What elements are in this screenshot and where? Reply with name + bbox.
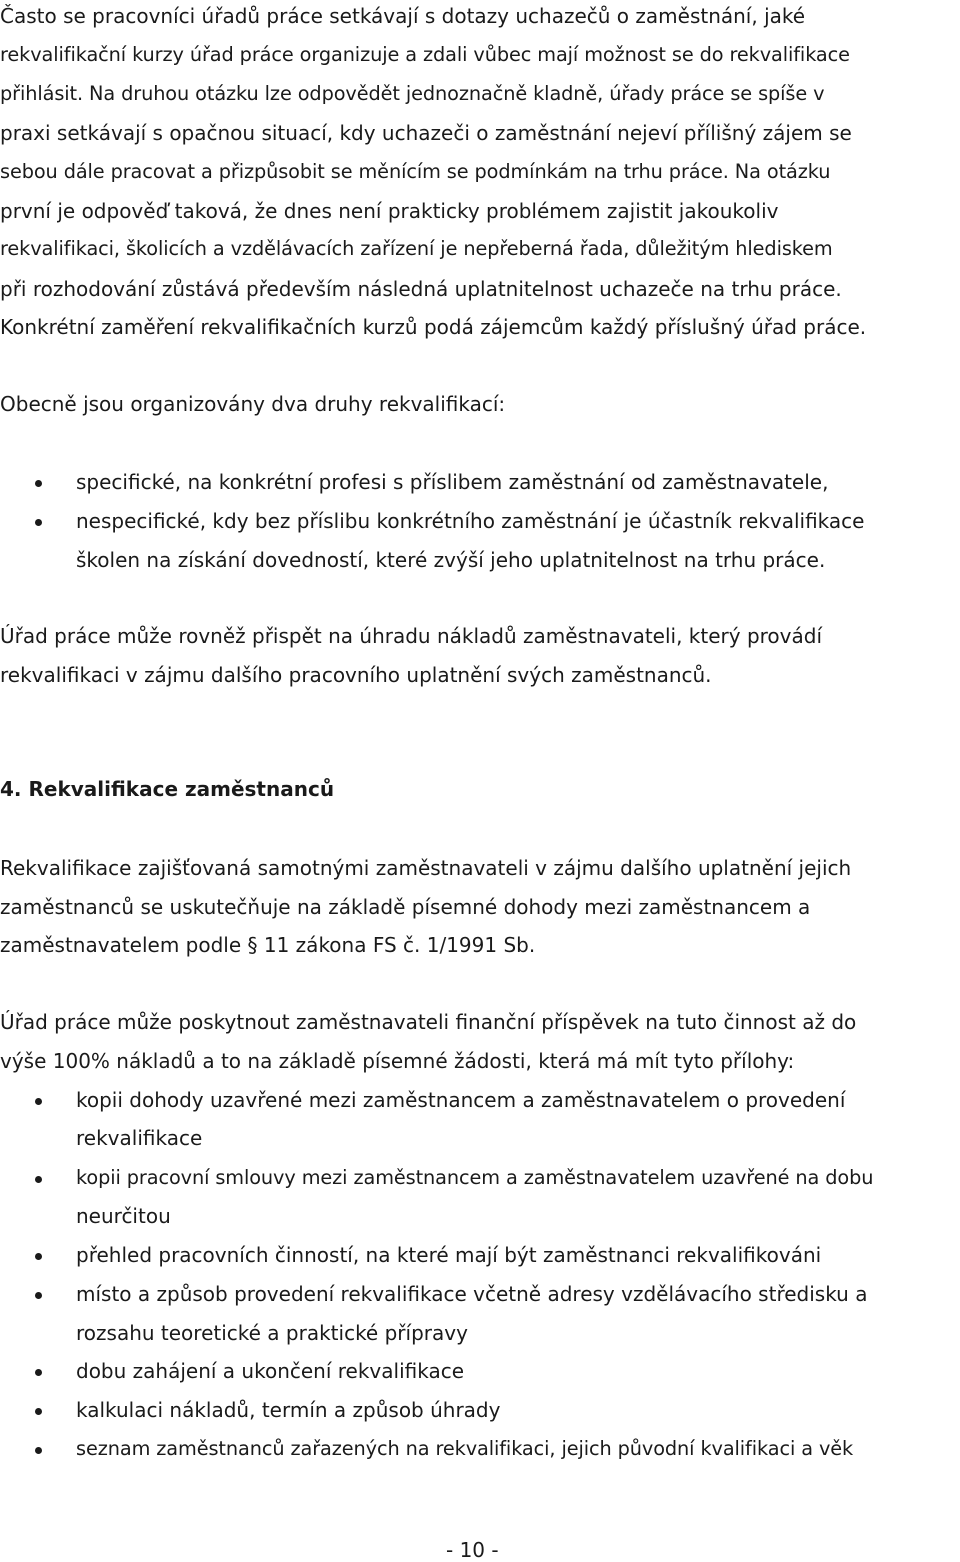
list-item: dobu zahájení a ukončení rekvalifikace bbox=[76, 1359, 465, 1383]
bullet-icon bbox=[35, 1447, 42, 1454]
paragraph-line: Rekvalifikace zajišťovaná samotnými zaměstnavateli v zájmu dalšího uplatnění jejich bbox=[0, 856, 852, 880]
paragraph-line: rekvalifikaci v zájmu dalšího pracovního uplatnění svých zaměstnanců. bbox=[0, 663, 712, 687]
paragraph-line: první je odpověď taková, že dnes není prakticky problémem zajistit jakoukoliv bbox=[0, 199, 779, 223]
paragraph-line: Často se pracovníci úřadů práce setkávají s dotazy uchazečů o zaměstnání, jaké bbox=[0, 4, 806, 28]
list-item: nespecifické, kdy bez příslibu konkrétního zaměstnání je účastník rekvalifikace bbox=[76, 509, 865, 533]
paragraph-line: praxi setkávají s opačnou situací, kdy uchazeči o zaměstnání nejeví přílišný zájem se bbox=[0, 121, 852, 145]
list-item-continuation: rekvalifikace bbox=[76, 1126, 203, 1150]
list-item: přehled pracovních činností, na které mají být zaměstnanci rekvalifikováni bbox=[76, 1243, 822, 1267]
paragraph-line: zaměstnanců se uskutečňuje na základě písemné dohody mezi zaměstnancem a bbox=[0, 895, 811, 919]
section-heading: 4. Rekvalifikace zaměstnanců bbox=[0, 777, 335, 801]
paragraph-line: rekvalifikační kurzy úřad práce organizuje a zdali vůbec mají možnost se do rekvalifikace bbox=[0, 43, 850, 66]
paragraph-line: Konkrétní zaměření rekvalifikačních kurzů podá zájemcům každý příslušný úřad práce. bbox=[0, 315, 867, 339]
bullet-icon bbox=[35, 519, 42, 526]
bullet-icon bbox=[35, 1408, 42, 1415]
list-item-continuation: rozsahu teoretické a praktické přípravy bbox=[76, 1321, 468, 1345]
paragraph-line: Úřad práce může rovněž přispět na úhradu nákladů zaměstnavateli, který provádí bbox=[0, 624, 823, 648]
list-item-continuation: školen na získání dovedností, které zvýší jeho uplatnitelnost na trhu práce. bbox=[76, 548, 826, 572]
list-item: kopii dohody uzavřené mezi zaměstnancem a zaměstnavatelem o provedení bbox=[76, 1088, 846, 1112]
list-item: seznam zaměstnanců zařazených na rekvalifikaci, jejich původní kvalifikaci a věk bbox=[76, 1437, 854, 1460]
bullet-icon bbox=[35, 1176, 42, 1183]
paragraph-line: zaměstnavatelem podle § 11 zákona FS č. 1/1991 Sb. bbox=[0, 933, 536, 957]
bullet-icon bbox=[35, 1253, 42, 1260]
list-item: kopii pracovní smlouvy mezi zaměstnancem a zaměstnavatelem uzavřené na dobu bbox=[76, 1166, 874, 1189]
list-item-continuation: neurčitou bbox=[76, 1204, 171, 1228]
list-item: kalkulaci nákladů, termín a způsob úhrady bbox=[76, 1398, 501, 1422]
list-item: specifické, na konkrétní profesi s příslibem zaměstnání od zaměstnavatele, bbox=[76, 470, 829, 494]
paragraph-line: Úřad práce může poskytnout zaměstnavateli finanční příspěvek na tuto činnost až do bbox=[0, 1010, 857, 1034]
bullet-icon bbox=[35, 1369, 42, 1376]
bullet-icon bbox=[35, 1098, 42, 1105]
list-item: místo a způsob provedení rekvalifikace včetně adresy vzdělávacího středisku a bbox=[76, 1282, 868, 1306]
bullet-icon bbox=[35, 1292, 42, 1299]
paragraph-line: Obecně jsou organizovány dva druhy rekvalifikací: bbox=[0, 392, 506, 416]
bullet-icon bbox=[35, 480, 42, 487]
paragraph-line: rekvalifikaci, školicích a vzdělávacích zařízení je nepřeberná řada, důležitým hlediskem bbox=[0, 237, 833, 260]
paragraph-line: při rozhodování zůstává především následná uplatnitelnost uchazeče na trhu práce. bbox=[0, 277, 842, 301]
paragraph-line: přihlásit. Na druhou otázku lze odpovědět jednoznačně kladně, úřady práce se spíše v bbox=[0, 82, 825, 105]
page-number: - 10 - bbox=[446, 1538, 499, 1562]
paragraph-line: sebou dále pracovat a přizpůsobit se měnícím se podmínkám na trhu práce. Na otázku bbox=[0, 160, 831, 183]
paragraph-line: výše 100% nákladů a to na základě písemné žádosti, která má mít tyto přílohy: bbox=[0, 1049, 795, 1073]
